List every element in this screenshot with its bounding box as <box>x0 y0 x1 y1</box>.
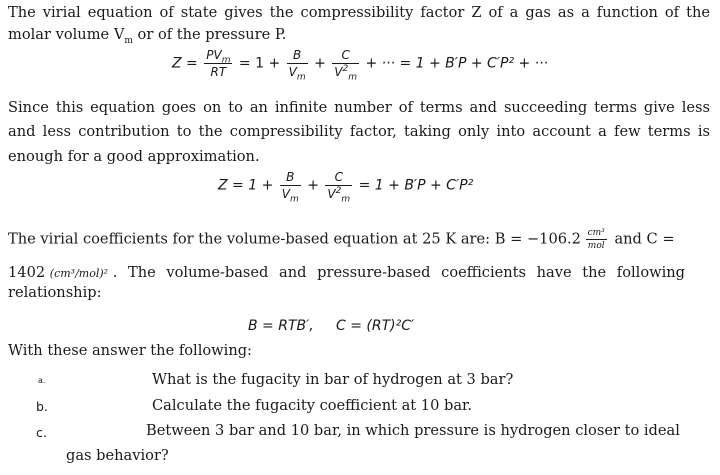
eq1-f1-numerator: $PV_m$ <box>206 48 231 66</box>
eq1-lhs: Z = <box>172 55 198 72</box>
eq2-f2-denominator: $V^2_m$ <box>327 186 351 205</box>
intro-line-2-rest: or of the pressure P. <box>132 26 287 43</box>
question-c-label: c. <box>36 425 47 440</box>
eq2-f1-denominator: $V_m$ <box>281 187 299 205</box>
question-a-label: a. <box>38 376 46 385</box>
question-c-text: Between 3 bar and 10 bar, in which pressure is hydrogen closer to ideal <box>146 422 680 439</box>
eq2-f2-numerator: C <box>325 170 352 186</box>
instruction-line: With these answer the following: <box>8 342 252 359</box>
eq1-f2-denominator: $V_m$ <box>288 65 306 83</box>
eq2-f1-numerator: B <box>280 170 301 186</box>
eq1-rhs: + ··· = 1 + B′P + C′P² + ··· <box>365 55 549 72</box>
question-c-continuation: gas behavior? <box>66 447 169 464</box>
virial-equation-truncated <box>218 170 474 205</box>
eq2-rhs: = 1 + B′P + C′P² <box>358 177 474 194</box>
question-b-label: b. <box>36 399 48 414</box>
eq1-fraction-b-vm <box>287 48 308 83</box>
eq2-plus: + <box>307 177 319 194</box>
intro-line-2-text: molar volume V <box>8 26 125 43</box>
question-b-text: Calculate the fugacity coefficient at 10 bar. <box>152 397 473 414</box>
para2-line-3: enough for a good approximation. <box>8 148 260 165</box>
eq2-fraction-c-vm2 <box>325 170 352 205</box>
c-value: 1402 <box>8 264 46 281</box>
eq1-mid: = 1 + <box>238 55 281 72</box>
para2-line-2: and less contribution to the compressibility factor, taking only into account a few terms is <box>8 123 710 140</box>
unit-numerator: cm³ <box>587 228 605 238</box>
eq1-f2-numerator: B <box>287 48 308 64</box>
virial-equation-full <box>172 48 549 83</box>
intro-line-2 <box>8 26 286 44</box>
eq2-fraction-b-vm <box>280 170 301 205</box>
eq1-fraction-pv-rt <box>204 48 232 79</box>
coefficients-text-a: The virial coefficients for the volume-based equation at 25 K are: B = −106.2 <box>8 230 581 248</box>
eq1-f1-denominator: RT <box>210 65 227 79</box>
coefficients-line-1 <box>8 228 675 251</box>
c-unit: (cm³/mol)² <box>49 267 109 280</box>
coefficients-line-3: relationship: <box>8 284 102 301</box>
unit-denominator: mol <box>587 241 605 251</box>
intro-line-2-subscript: m <box>124 35 133 46</box>
question-a-text: What is the fugacity in bar of hydrogen at 3 bar? <box>152 371 514 388</box>
coefficients-line-2 <box>8 264 710 283</box>
para2-line-1: Since this equation goes on to an infinite number of terms and succeeding terms give less <box>8 99 710 116</box>
coefficients-text-c: . The volume-based and pressure-based coefficients have the following <box>112 264 686 281</box>
coefficient-relationship: B = RTB′, C = (RT)²C′ <box>248 318 415 334</box>
eq2-lhs: Z = 1 + <box>218 177 274 194</box>
eq1-fraction-c-vm2 <box>332 48 359 83</box>
unit-cm3-per-mol <box>586 228 607 251</box>
coefficients-text-b: and C = <box>614 230 675 248</box>
eq1-f3-numerator: C <box>332 48 359 64</box>
eq1-f3-denominator: $V^2_m$ <box>334 64 358 83</box>
intro-line-1: The virial equation of state gives the compressibility factor Z of a gas as a function of the <box>8 4 710 21</box>
eq1-plus: + <box>314 55 326 72</box>
